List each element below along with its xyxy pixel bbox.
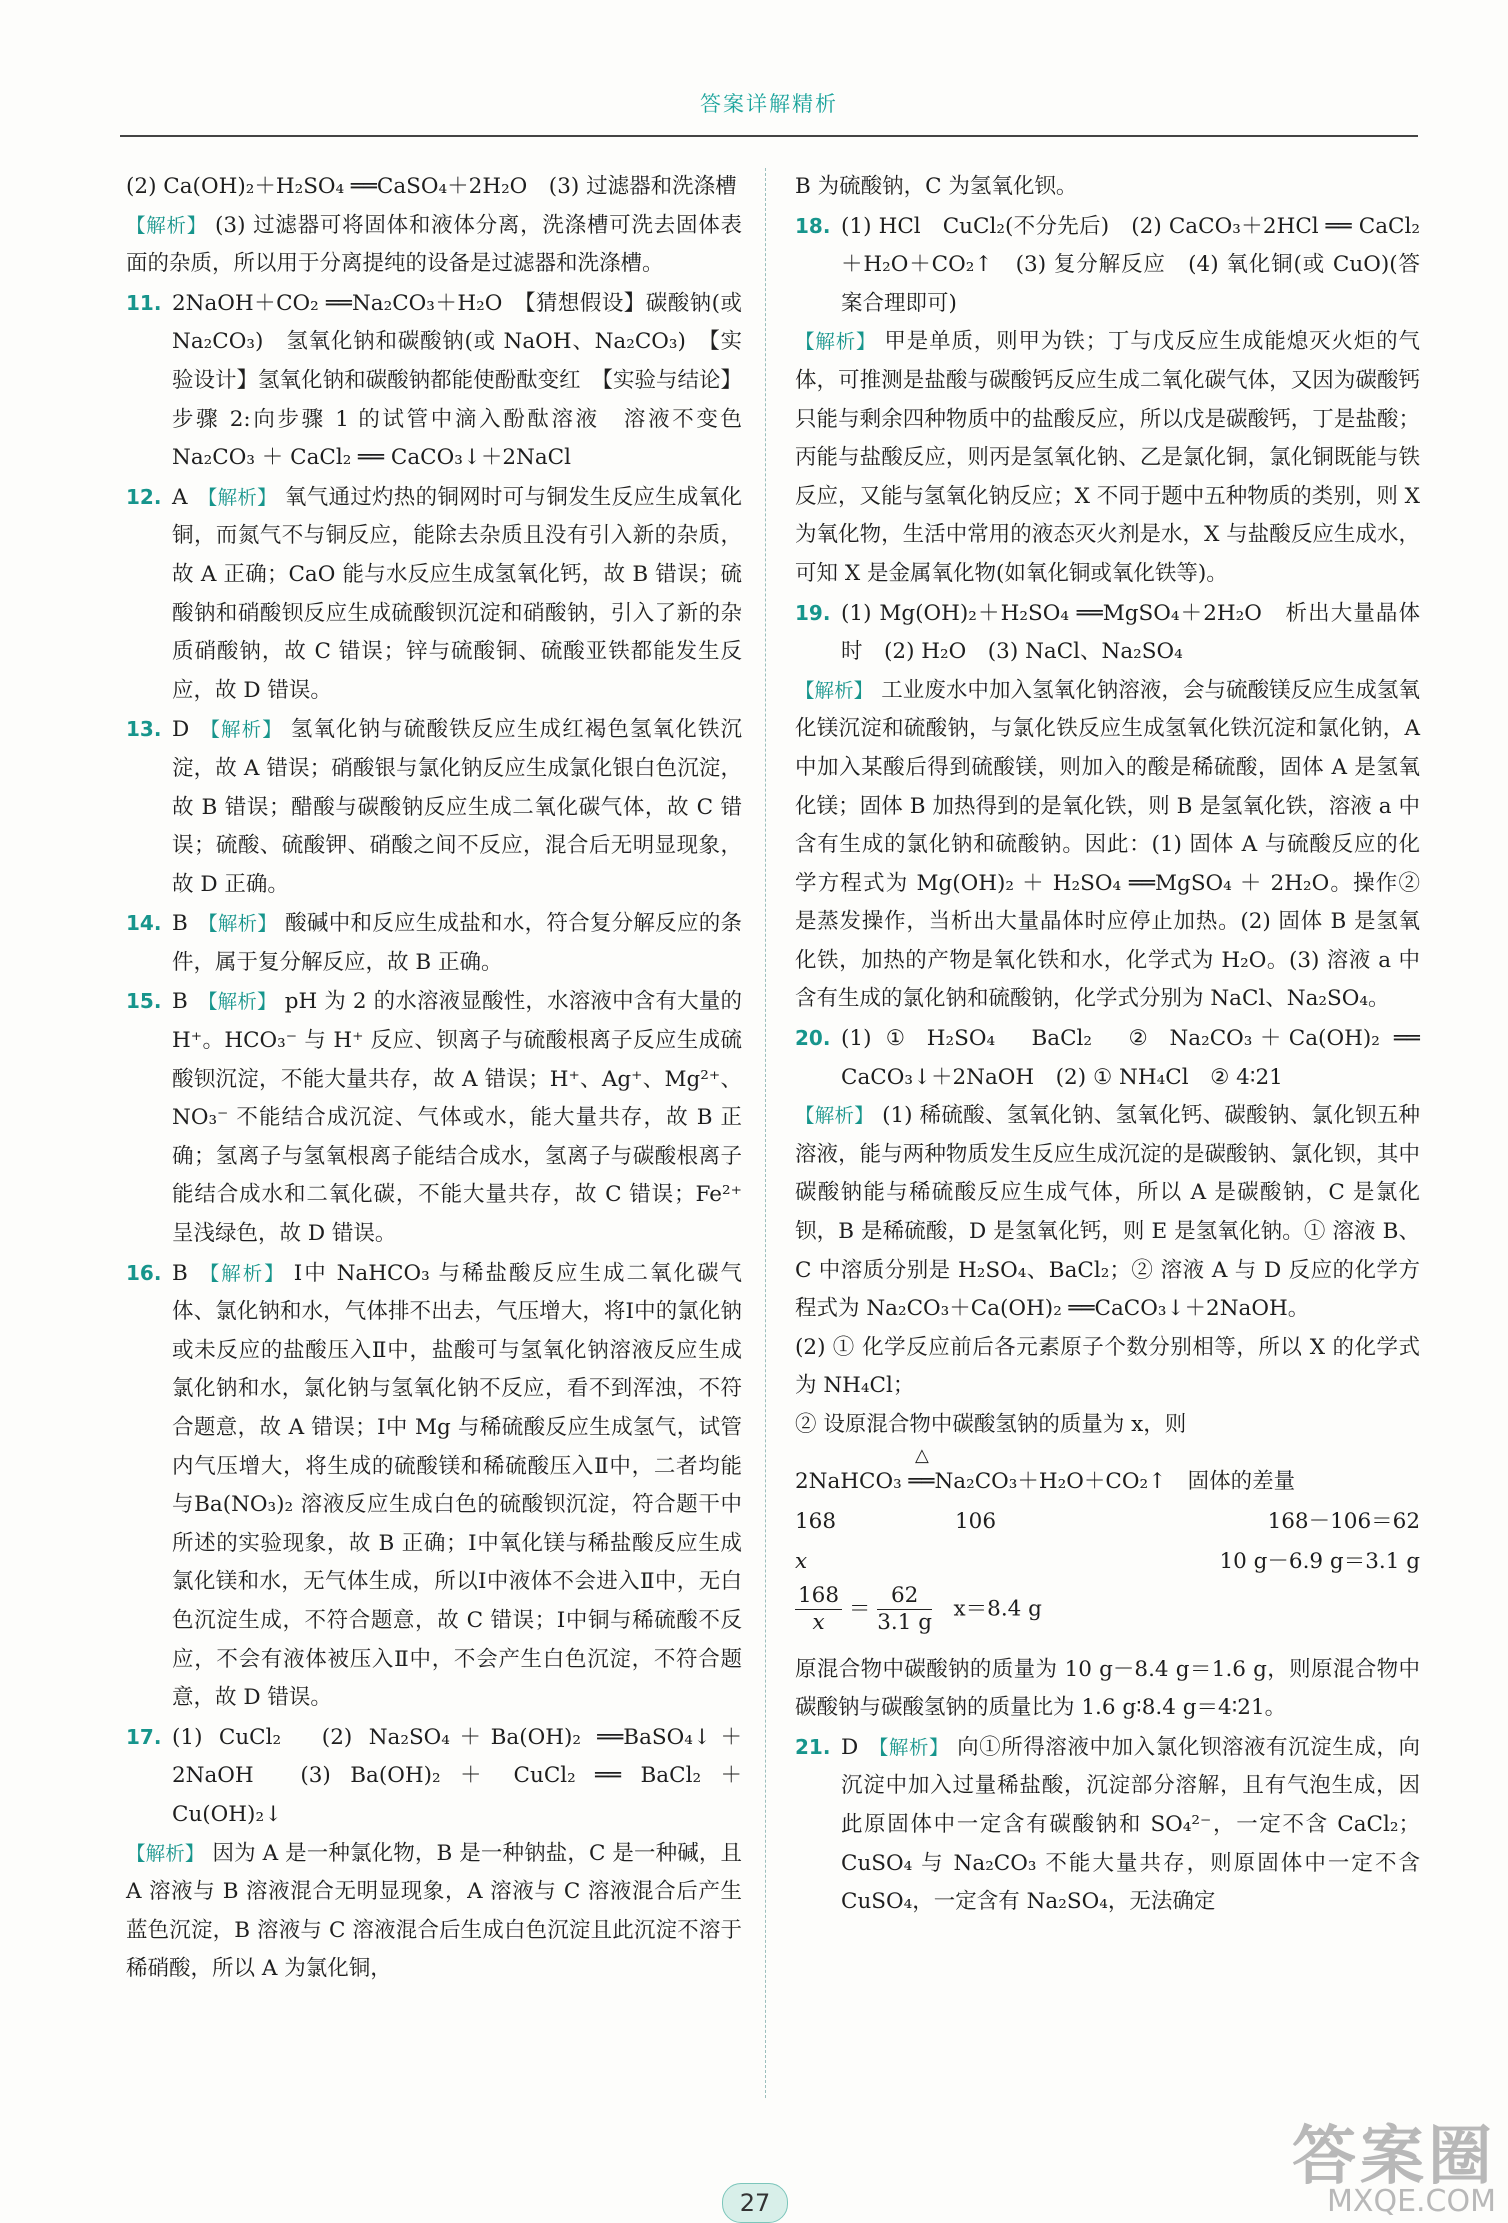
calculation-block xyxy=(795,1444,1420,1651)
line-text: B 为硫酸钠，C 为氢氧化钡。 xyxy=(795,174,1078,199)
answer-text xyxy=(795,1728,1420,1922)
answer-item-q21 xyxy=(795,1728,1420,1922)
watermark-main: 答案圈 xyxy=(1292,2120,1496,2194)
answer-choice: A xyxy=(172,484,188,510)
fraction-2 xyxy=(877,1583,932,1636)
mass-106: 106 xyxy=(955,1508,997,1534)
line-text: (2) Ca(OH)₂＋H₂SO₄ ══CaSO₄＋2H₂O (3) 过滤器和洗涤槽 xyxy=(126,174,737,199)
answer-text xyxy=(126,710,742,904)
right-column xyxy=(795,168,1420,1922)
line-text: Ⅰ中 NaHCO₃ 与稀盐酸反应生成二氧化碳气体、氯化钠和水，气体排不出去，气压增大，将Ⅰ中的氯化钠或未反应的盐酸压入Ⅱ中，盐酸可与氢氧化钠溶液反应生成氯化钠和水，氯化钠与氢氧化钠不反应，看不到浑浊，不符合题意，故 A 错误；Ⅰ中 Mg 与稀硫酸反应生成氢气，试管内气压增大，将生成的硫酸镁和稀硫酸压入Ⅱ中，二者均能与Ba(NO₃)₂ 溶液反应生成白色的硫酸钡沉淀，符合题干中所述的实验现象，故 B 正确；Ⅰ中氧化镁与稀盐酸反应生成氯化镁和水，无气体生成，所以Ⅰ中液体不会进入Ⅱ中，无白色沉淀生成，不符合题意，故 C 错误；Ⅰ中铜与稀硫酸不反应，不会有液体被压入Ⅱ中，不会产生白色沉淀，不符合题意，故 D 错误。 xyxy=(172,1260,742,1711)
answer-text xyxy=(795,1329,1420,1406)
heat: △ xyxy=(915,1444,929,1466)
answer-item-a xyxy=(126,168,742,207)
fraction-1-den: x xyxy=(812,1609,825,1635)
analysis-tag: 【解析】 xyxy=(795,1104,875,1128)
question-number: 19. xyxy=(795,600,831,625)
answer-item-q13 xyxy=(126,710,742,904)
proportion: $\frac{168}{x}$ ＝ $\frac{62}{3.1 g}$ x＝8.4 g xyxy=(795,1583,1042,1636)
analysis-tag: 【解析】 xyxy=(868,1735,950,1759)
line-text: (1) HCl CuCl₂(不分先后) (2) CaCO₃＋2HCl ══ CaCl₂＋H₂O＋CO₂↑ (3) 复分解反应 (4) 氧化铜(或 CuO)(答案合理即可) xyxy=(841,213,1420,316)
column-divider xyxy=(765,168,767,2098)
question-number: 15. xyxy=(126,989,162,1014)
page-header xyxy=(120,88,1418,138)
answer-choice: D xyxy=(172,717,190,743)
line-text: (1) 稀硫酸、氢氧化钠、氢氧化钙、碳酸钠、氯化钡五种溶液，能与两种物质发生反应生成沉淀的是碳酸钠、氯化钡，其中碳酸钠能与稀硫酸反应生成气体，所以 A 是碳酸钠，C 是氯化钡，B 是稀硫酸，D 是氢氧化钙，则 E 是氢氧化钠。① 溶液 B、C 中溶质分别是 H₂SO₄、BaCl₂；② 溶液 A 与 D 反应的化学方程式为 Na₂CO₃＋Ca(OH)₂ ══CaCO₃↓＋2NaOH。 xyxy=(795,1103,1420,1322)
answer-item-q19b xyxy=(795,672,1420,1019)
analysis-tag: 【解析】 xyxy=(197,990,277,1014)
answer-text xyxy=(795,168,1420,207)
line-text: 因为 A 是一种氯化物，B 是一种钠盐，C 是一种碱，且 A 溶液与 B 溶液混合无明显现象，A 溶液与 C 溶液混合后产生蓝色沉淀，B 溶液与 C 溶液混合后生成白色沉淀且此沉淀不溶于稀硝酸，所以 A 为氯化铜， xyxy=(126,1840,742,1982)
fraction-1-num: 168 xyxy=(795,1583,842,1610)
line-text: 氧气通过灼热的铜网时可与铜发生反应生成氧化铜，而氮气不与铜反应，能除去杂质且没有引入新的杂质，故 A 正确；CaO 能与水反应生成氢氧化钙，故 B 错误；硫酸钠和硝酸钡反应生成硫酸钡沉淀和硝酸钠，引入了新的杂质硝酸钠，故 C 错误；锌与硫酸铜、硫酸亚铁都能发生反应，故 D 错误。 xyxy=(172,484,742,703)
mass-diff: 168－106＝62 xyxy=(1267,1508,1420,1534)
answer-text xyxy=(795,1019,1420,1097)
line-text: (2) ① 化学反应前后各元素原子个数分别相等，所以 X 的化学式为 NH₄Cl； xyxy=(795,1334,1420,1399)
line-text: (1) CuCl₂ (2) Na₂SO₄＋Ba(OH)₂ ══BaSO₄↓＋2NaOH (3) Ba(OH)₂ ＋ CuCl₂ ══ BaCl₂ ＋ Cu(OH)₂↓ xyxy=(172,1724,742,1827)
question-number: 16. xyxy=(126,1260,162,1285)
answer-choice: B xyxy=(172,989,188,1015)
answer-item-q14 xyxy=(126,904,742,982)
line-text: 酸碱中和反应生成盐和水，符合复分解反应的条件，属于复分解反应，故 B 正确。 xyxy=(172,911,742,975)
answer-text xyxy=(126,1718,742,1835)
analysis-tag: 【解析】 xyxy=(126,1841,205,1865)
header-title: 答案详解精析 xyxy=(700,92,838,116)
answer-text xyxy=(126,168,742,207)
answer-item-q18b xyxy=(795,323,1420,593)
answer-text xyxy=(795,1651,1420,1728)
answer-text xyxy=(795,1097,1420,1329)
answer-item-q19 xyxy=(795,594,1420,672)
analysis-tag: 【解析】 xyxy=(197,1261,286,1285)
fraction-2-den: 3.1 g xyxy=(877,1609,933,1635)
analysis-tag: 【解析】 xyxy=(126,213,208,237)
answer-text xyxy=(795,1406,1420,1445)
question-number: 21. xyxy=(795,1734,831,1759)
analysis-tag: 【解析】 xyxy=(197,485,277,509)
line-text: 甲是单质，则甲为铁；丁与戊反应生成能熄灭火炬的气体，可推测是盐酸与碳酸钙反应生成二氧化碳气体，又因为碳酸钙只能与剩余四种物质中的盐酸反应，所以戊是碳酸钙，丁是盐酸；丙能与盐酸反应，则丙是氢氧化钠、乙是氯化铜，氯化铜既能与铁反应，又能与氢氧化钠反应；X 不同于题中五种物质的类别，则 X 为氧化物，生活中常用的液态灭火剂是水，X 与盐酸反应生成水，可知 X 是金属氧化物(如氧化铜或氧化铁等)。 xyxy=(795,329,1420,586)
line-text: pH 为 2 的水溶液显酸性，水溶液中含有大量的 H⁺。HCO₃⁻ 与 H⁺ 反应、钡离子与硫酸根离子反应生成硫酸钡沉淀，不能大量共存，故 A 错误；H⁺、Ag⁺、Mg²⁺、NO₃⁻ 不能结合成沉淀、气体或水，能大量共存，故 B 正确；氢离子与氢氧根离子能结合成水，氢离子与碳酸根离子能结合成水和二氧化碳，不能大量共存，故 C 错误；Fe²⁺ 呈浅绿色，故 D 错误。 xyxy=(172,989,742,1247)
question-number: 18. xyxy=(795,213,831,238)
analysis-tag: 【解析】 xyxy=(795,678,874,702)
answer-text xyxy=(126,1254,742,1718)
answer-text xyxy=(795,672,1420,1019)
fraction-1 xyxy=(795,1583,842,1636)
page-number: 27 xyxy=(722,2183,788,2223)
answer-item-q20c xyxy=(795,1651,1420,1728)
answer-item-r0 xyxy=(795,168,1420,207)
answer-text xyxy=(795,594,1420,672)
mass-168: 168 xyxy=(795,1508,837,1534)
line-text: 向①所得溶液中加入氯化钡溶液有沉淀生成，向沉淀中加入过量稀盐酸，沉淀部分溶解，且有气泡生成，因此原固体中一定含有碳酸钠和 SO₄²⁻，一定不含 CaCl₂；CuSO₄ 与 Na₂CO₃ 不能大量共存，则原固体中一定不含 CuSO₄，一定含有 Na₂SO₄，无法确定 xyxy=(841,1734,1420,1915)
question-number: 20. xyxy=(795,1026,831,1051)
answer-text xyxy=(126,1835,742,1989)
fraction-2-num: 62 xyxy=(877,1583,932,1610)
question-number: 13. xyxy=(126,717,162,742)
answer-choice: D xyxy=(841,1734,859,1760)
answer-item-q11 xyxy=(126,284,764,478)
equation: 2NaHCO₃ ══Na₂CO₃＋H₂O＋CO₂↑ 固体的差量 xyxy=(795,1468,1296,1494)
result: x＝8.4 g xyxy=(953,1596,1042,1622)
question-number: 17. xyxy=(126,1724,162,1749)
answer-text xyxy=(126,904,742,982)
line-text: (3) 过滤器可将固体和液体分离，洗涤槽可洗去固体表面的杂质，所以用于分离提纯的设备是过滤器和洗涤槽。 xyxy=(126,212,742,277)
answer-item-b xyxy=(126,207,742,284)
answer-text xyxy=(126,982,742,1253)
line-text: 2NaOH＋CO₂ ══Na₂CO₃＋H₂O 【猜想假设】碳酸钠(或 Na₂CO₃) 氢氧化钠和碳酸钠(或 NaOH、Na₂CO₃) 【实验设计】氢氧化钠和碳酸钠都能使酚酞变红 【实验与结论】步骤 2:向步骤 1 的试管中滴入酚酞溶液 溶液不变色 Na₂CO₃ ＋ CaCl₂ ══ CaCO₃↓＋2NaCl xyxy=(172,290,764,471)
answer-choice: B xyxy=(172,1260,188,1286)
line-text: ② 设原混合物中碳酸氢钠的质量为 x，则 xyxy=(795,1412,1187,1437)
answer-item-q18 xyxy=(795,207,1420,324)
answer-item-q15 xyxy=(126,982,742,1253)
question-number: 11. xyxy=(126,290,162,315)
question-number: 12. xyxy=(126,484,162,509)
line-text: 原混合物中碳酸钠的质量为 10 g－8.4 g＝1.6 g，则原混合物中碳酸钠与碳酸氢钠的质量比为 1.6 g∶8.4 g＝4∶21。 xyxy=(795,1656,1420,1721)
header-rule xyxy=(120,135,1418,137)
analysis-tag: 【解析】 xyxy=(197,912,278,936)
answer-text xyxy=(126,284,764,478)
answer-text xyxy=(795,323,1420,593)
answer-text xyxy=(126,478,742,711)
answer-item-q20b xyxy=(795,1097,1420,1444)
analysis-tag: 【解析】 xyxy=(795,330,877,354)
line-text: (1) ① H₂SO₄ BaCl₂ ② Na₂CO₃＋Ca(OH)₂ ══ CaCO₃↓＋2NaOH (2) ① NH₄Cl ② 4∶21 xyxy=(841,1026,1420,1090)
answer-item-q16 xyxy=(126,1254,742,1718)
line-text: 工业废水中加入氢氧化钠溶液，会与硫酸镁反应生成氢氧化镁沉淀和硫酸钠，与氯化铁反应生成氢氧化铁沉淀和氯化钠，A 中加入某酸后得到硫酸镁，则加入的酸是稀硫酸，固体 A 是氢氧化镁；固体 B 加热得到的是氧化铁，则 B 是氢氧化铁，溶液 a 中含有生成的氯化钠和硫酸钠。因此：(1) 固体 A 与硫酸反应的化学方程式为 Mg(OH)₂ ＋ H₂SO₄ ══MgSO₄ ＋ 2H₂O。操作②是蒸发操作，当析出大量晶体时应停止加热。(2) 固体 B 是氢氧化铁，加热的产物是氧化铁和水，化学式为 H₂O。(3) 溶液 a 中含有生成的氯化钠和硫酸钠，化学式分别为 NaCl、Na₂SO₄。 xyxy=(795,677,1420,1012)
answer-item-q17 xyxy=(126,1718,742,1835)
analysis-tag: 【解析】 xyxy=(199,718,283,742)
answer-text xyxy=(126,207,742,284)
answer-choice: B xyxy=(172,911,188,937)
unknown-x: x xyxy=(795,1548,808,1574)
answer-item-q12 xyxy=(126,478,742,711)
left-column xyxy=(126,168,764,1989)
watermark xyxy=(1292,2120,1496,2219)
answer-item-q17b xyxy=(126,1835,742,1989)
watermark-site: MXQE.COM xyxy=(1327,2184,1496,2219)
answer-text xyxy=(795,207,1420,324)
question-number: 14. xyxy=(126,911,162,936)
line-text: (1) Mg(OH)₂＋H₂SO₄ ══MgSO₄＋2H₂O 析出大量晶体时 (2) H₂O (3) NaCl、Na₂SO₄ xyxy=(841,600,1420,665)
answer-item-q20 xyxy=(795,1019,1420,1097)
mass-loss: 10 g－6.9 g＝3.1 g xyxy=(1219,1548,1420,1574)
line-text: 氢氧化钠与硫酸铁反应生成红褐色氢氧化铁沉淀，故 A 错误；硝酸银与氯化钠反应生成氯化银白色沉淀，故 B 错误；醋酸与碳酸钠反应生成二氧化碳气体，故 C 错误；硫酸、硫酸钾、硝酸之间不反应，混合后无明显现象，故 D 正确。 xyxy=(172,717,742,897)
